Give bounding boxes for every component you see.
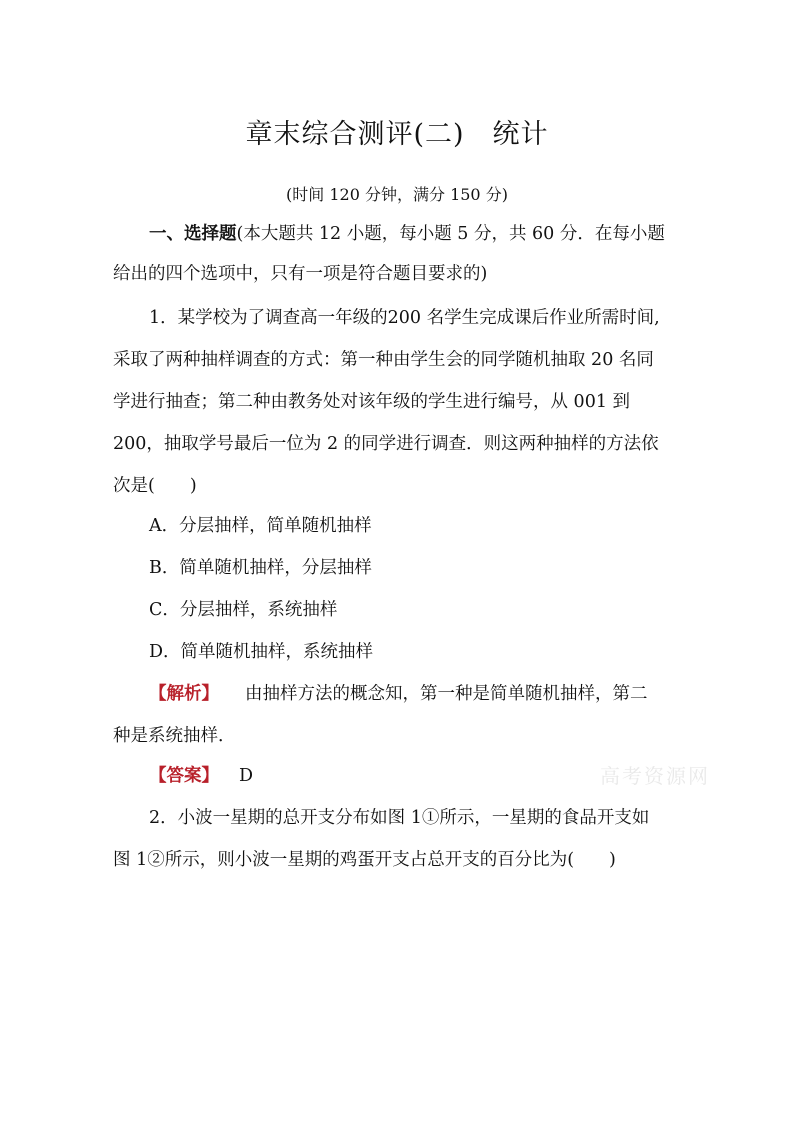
question-1-stem: 采取了两种抽样调查的方式：第一种由学生会的同学随机抽取 20 名同	[113, 350, 654, 370]
exam-info: (时间 120 分钟，满分 150 分)	[286, 185, 508, 204]
option-c: C．分层抽样，系统抽样	[149, 600, 338, 620]
analysis-text: 由抽样方法的概念知，第一种是简单随机抽样，第二	[245, 684, 648, 704]
watermark: 高考资源网	[600, 764, 710, 788]
section-header	[149, 222, 665, 246]
page-title: 章末综合测评(二) 统计	[245, 119, 549, 150]
analysis-tag: 【解析】	[149, 684, 219, 704]
analysis-text-cont: 种是系统抽样．	[113, 726, 236, 746]
question-2-stem: 2．小波一星期的总开支分布如图 1①所示，一星期的食品开支如	[149, 808, 650, 828]
answer-value: D	[239, 766, 254, 786]
question-1-stem: 1．某学校为了调查高一年级的200 名学生完成课后作业所需时间,	[149, 308, 660, 328]
answer	[149, 764, 253, 788]
question-1-stem: 次是( )	[113, 476, 197, 496]
question-2-stem: 图 1②所示，则小波一星期的鸡蛋开支占总开支的百分比为( )	[113, 850, 616, 870]
section-description: (本大题共 12 小题，每小题 5 分，共 60 分．在每小题	[236, 224, 665, 244]
question-1-stem: 学进行抽查；第二种由教务处对该年级的学生进行编号，从 001 到	[113, 392, 631, 412]
section-description-cont: 给出的四个选项中，只有一项是符合题目要求的)	[113, 264, 488, 284]
option-a: A．分层抽样，简单随机抽样	[149, 516, 372, 536]
analysis	[149, 682, 648, 706]
answer-tag: 【答案】	[149, 766, 219, 786]
question-1-stem: 200，抽取学号最后一位为 2 的同学进行调查．则这两种抽样的方法依	[113, 434, 659, 454]
option-d: D．简单随机抽样，系统抽样	[149, 642, 374, 662]
option-b: B．简单随机抽样，分层抽样	[149, 558, 372, 578]
section-heading: 一、选择题	[149, 224, 237, 244]
